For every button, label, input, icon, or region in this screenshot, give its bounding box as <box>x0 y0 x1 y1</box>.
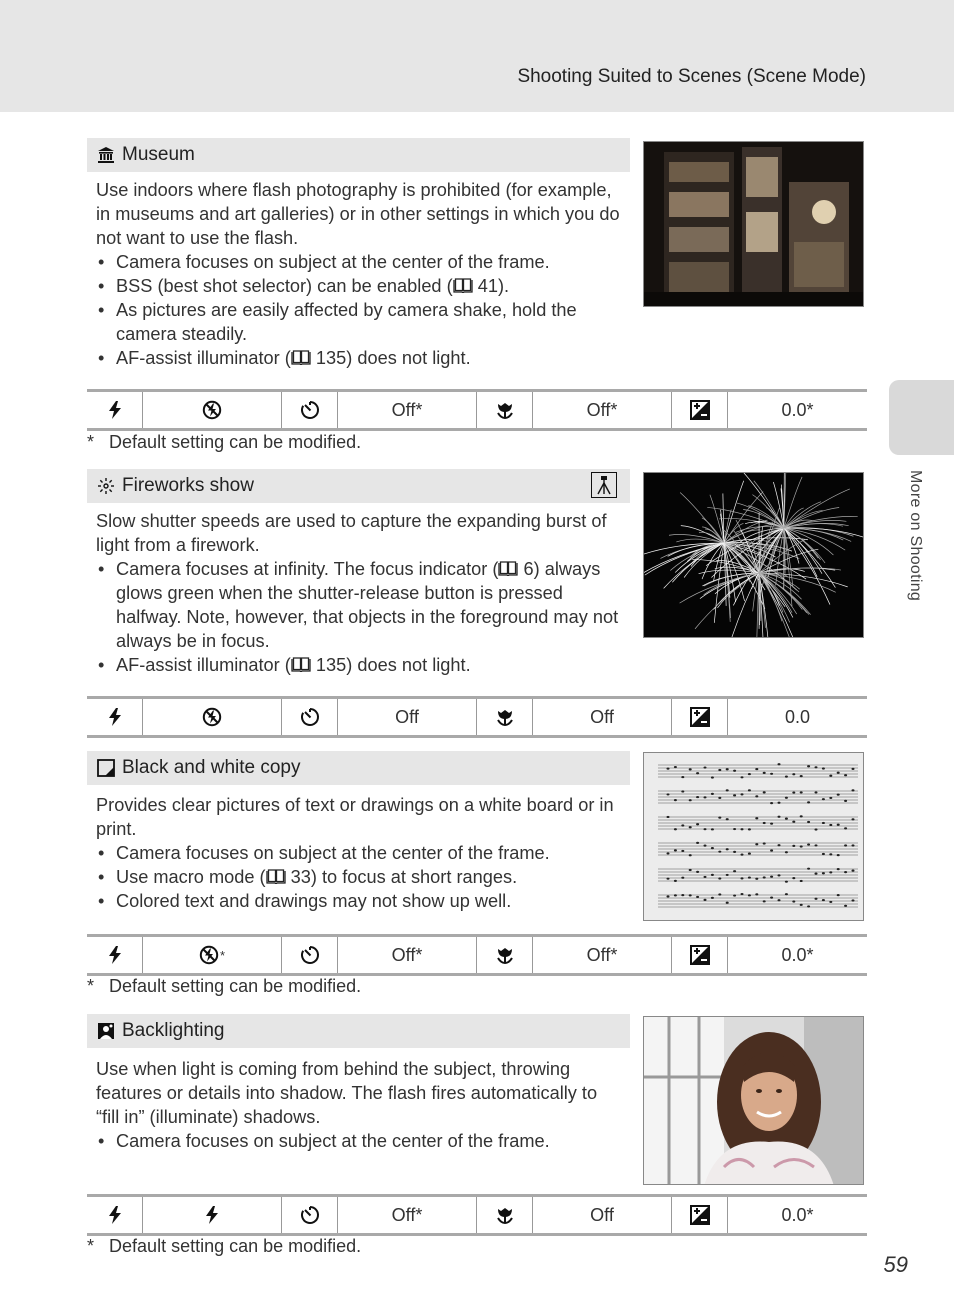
flash-mode-label <box>87 699 143 735</box>
section-title: Backlighting <box>122 1020 225 1041</box>
page-header <box>0 0 954 112</box>
side-tab-label: More on Shooting <box>907 470 924 602</box>
description-paragraph: Use when light is coming from behind the subject, throwing features or details into shadow. The flash fires automatically to “fill in” (illuminate) shadows. <box>96 1059 598 1127</box>
fireworks-photo <box>643 472 864 638</box>
list-item: • AF-assist illuminator ( 135) does not light. <box>96 346 624 370</box>
macro-value: Off* <box>533 392 672 428</box>
self-timer-label <box>282 1197 338 1233</box>
section-title: Fireworks show <box>122 475 254 496</box>
list-item: • Camera focuses on subject at the center of the frame. <box>96 250 624 274</box>
exposure-compensation-icon <box>690 400 710 420</box>
self-timer-label <box>282 699 338 735</box>
settings-table <box>87 696 867 738</box>
footnote: * Default setting can be modified. <box>87 432 362 452</box>
side-tab <box>889 380 954 455</box>
self-timer-icon <box>300 400 320 420</box>
self-timer-icon <box>300 707 320 727</box>
self-timer-icon <box>300 1205 320 1225</box>
description-paragraph: Use indoors where flash photography is prohibited (for example, in museums and art galleries) or in other settings in which you do not want to use the flash. <box>96 180 620 248</box>
section-description <box>96 793 624 913</box>
macro-value: Off <box>533 699 672 735</box>
exposure-value: 0.0* <box>781 1204 814 1225</box>
footnote: * Default setting can be modified. <box>87 976 362 996</box>
exposure-value: 0.0 <box>784 706 811 727</box>
macro-icon <box>495 400 515 420</box>
section-heading <box>87 469 630 503</box>
tripod-icon <box>591 472 617 498</box>
exposure-value: 0.0* <box>781 399 814 420</box>
self-timer-icon <box>300 945 320 965</box>
self-timer-label <box>282 937 338 973</box>
section-description <box>96 509 624 677</box>
macro-icon <box>495 1205 515 1225</box>
self-timer-value: Off* <box>338 392 477 428</box>
flash-mode-value <box>143 392 282 428</box>
flash-off-icon <box>202 400 222 420</box>
exposure-label <box>672 392 728 428</box>
section-heading <box>87 138 630 172</box>
museum-icon <box>96 145 116 165</box>
scene-section-backlighting <box>87 1014 867 1264</box>
settings-table <box>87 934 867 976</box>
section-title: Museum <box>122 144 195 165</box>
exposure-label <box>672 699 728 735</box>
flash-icon <box>105 945 125 965</box>
self-timer-value: Off* <box>338 937 477 973</box>
exposure-compensation-icon <box>690 945 710 965</box>
self-timer-value: Off <box>338 699 477 735</box>
macro-value: Off* <box>533 937 672 973</box>
sheet-music-photo <box>643 752 864 921</box>
book-reference-icon <box>453 278 473 293</box>
section-description <box>96 178 624 370</box>
macro-value: Off <box>533 1197 672 1233</box>
macro-label <box>477 1197 533 1233</box>
header-title: Shooting Suited to Scenes (Scene Mode) <box>517 66 866 87</box>
flash-mode-label <box>87 1197 143 1233</box>
flash-icon <box>105 400 125 420</box>
flash-on-icon <box>202 1205 222 1225</box>
museum-photo <box>643 141 864 307</box>
exposure-label <box>672 937 728 973</box>
book-reference-icon <box>498 561 518 576</box>
backlit-portrait-photo <box>643 1016 864 1185</box>
macro-label <box>477 937 533 973</box>
settings-table <box>87 1194 867 1236</box>
macro-label <box>477 699 533 735</box>
book-reference-icon <box>291 350 311 365</box>
list-item: • Camera focuses on subject at the center of the frame. <box>96 841 624 865</box>
flash-off-icon <box>199 945 219 965</box>
exposure-compensation-icon <box>690 1205 710 1225</box>
flash-icon <box>105 707 125 727</box>
flash-mode-value <box>143 699 282 735</box>
flash-off-icon <box>202 707 222 727</box>
settings-table <box>87 389 867 431</box>
footnote: * Default setting can be modified. <box>87 1236 362 1256</box>
list-item: • AF-assist illuminator ( 135) does not light. <box>96 653 624 677</box>
macro-icon <box>495 707 515 727</box>
scene-section-museum <box>87 138 867 478</box>
description-paragraph: Provides clear pictures of text or drawings on a white board or in print. <box>96 795 614 839</box>
macro-icon <box>495 945 515 965</box>
section-heading <box>87 1014 630 1048</box>
self-timer-label <box>282 392 338 428</box>
page-number: 59 <box>883 1252 908 1277</box>
exposure-label <box>672 1197 728 1233</box>
copy-icon <box>96 758 116 778</box>
backlighting-icon <box>96 1021 116 1041</box>
flash-icon <box>105 1205 125 1225</box>
flash-mode-label <box>87 937 143 973</box>
scene-section-fireworks <box>87 469 867 739</box>
list-item: • BSS (best shot selector) can be enabled ( 41). <box>96 274 624 298</box>
list-item: • Camera focuses on subject at the center of the frame. <box>96 1129 624 1153</box>
description-paragraph: Slow shutter speeds are used to capture the expanding burst of light from a firework. <box>96 511 607 555</box>
list-item: • Use macro mode ( 33) to focus at short ranges. <box>96 865 624 889</box>
flash-mode-value: * <box>143 937 282 973</box>
exposure-value: 0.0* <box>781 944 814 965</box>
list-item: • Colored text and drawings may not show up well. <box>96 889 624 913</box>
scene-section-bw-copy <box>87 751 867 1001</box>
book-reference-icon <box>291 657 311 672</box>
section-description <box>96 1057 624 1153</box>
section-title: Black and white copy <box>122 757 301 778</box>
exposure-compensation-icon <box>690 707 710 727</box>
book-reference-icon <box>266 869 286 884</box>
list-item: • Camera focuses at infinity. The focus indicator ( 6) always glows green when the shutter-release button is pressed halfway. Note, however, that objects in the foreground may not always be in focus. <box>96 557 624 653</box>
flash-mode-value <box>143 1197 282 1233</box>
flash-mode-label <box>87 392 143 428</box>
self-timer-value: Off* <box>338 1197 477 1233</box>
macro-label <box>477 392 533 428</box>
list-item: • As pictures are easily affected by camera shake, hold the camera steadily. <box>96 298 624 346</box>
section-heading <box>87 751 630 785</box>
fireworks-icon <box>96 476 116 496</box>
